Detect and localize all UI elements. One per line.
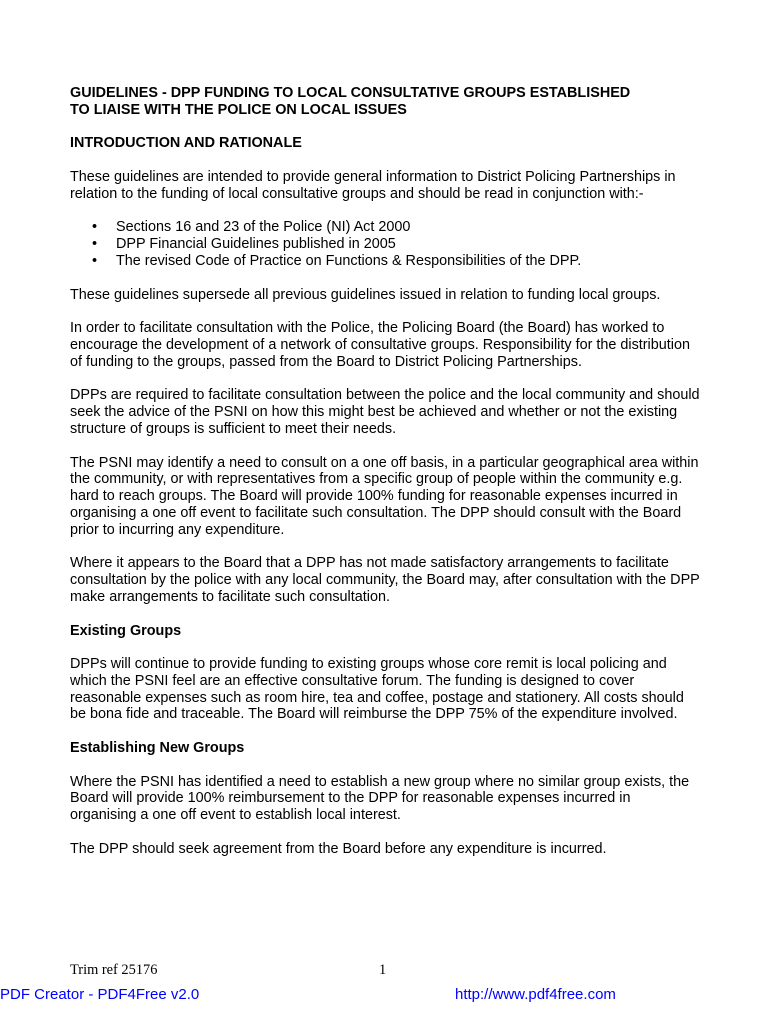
facilitate-paragraph: In order to facilitate consultation with the Police, the Policing Board (the Board) has worked to encourage the development of a network of consultative groups. Responsibility for the distribution of funding to the groups, passed from the Board to District Policing Partnerships. xyxy=(70,320,690,370)
existing-groups-heading: Existing Groups xyxy=(70,622,182,639)
document-title-line-1: GUIDELINES - DPP FUNDING TO LOCAL CONSULTATIVE GROUPS ESTABLISHED xyxy=(70,85,631,101)
agreement-paragraph: The DPP should seek agreement from the Board before any expenditure is incurred. xyxy=(70,840,607,857)
document-title-line-2: TO LIAISE WITH THE POLICE ON LOCAL ISSUES xyxy=(70,101,407,118)
list-item xyxy=(70,219,700,236)
footer-page-number: 1 xyxy=(379,962,387,978)
bullet-icon: • xyxy=(92,236,98,253)
bullet-icon: • xyxy=(92,219,98,236)
psni-identify-paragraph: The PSNI may identify a need to consult on a one off basis, in a particular geographical area within the community, or with representatives from a specific group of people within the community e.g. hard to reach groups. The Board will provide 100% funding for reasonable expenses incurred in organising a one off event to facilitate such consultation. The DPP should consult with the Board prior to incurring any expenditure. xyxy=(70,454,699,538)
where-appears-paragraph: Where it appears to the Board that a DPP has not made satisfactory arrangements to facilitate consultation by the police with any local community, the Board may, after consultation with the DPP make arrangements to facilitate such consultation. xyxy=(70,555,700,605)
intro-heading: INTRODUCTION AND RATIONALE xyxy=(70,135,302,152)
list-item-text: DPP Financial Guidelines published in 2005 xyxy=(116,236,396,253)
footer-trim-ref: Trim ref 25176 xyxy=(70,962,158,978)
list-item-text: The revised Code of Practice on Functions & Responsibilities of the DPP. xyxy=(116,252,582,269)
pdf-creator-watermark: PDF Creator - PDF4Free v2.0 xyxy=(0,986,200,1003)
dpps-required-paragraph: DPPs are required to facilitate consultation between the police and the local community and should seek the advice of the PSNI on how this might best be achieved and whether or not the existing structure of groups is sufficient to meet their needs. xyxy=(70,387,700,437)
list-item-text: Sections 16 and 23 of the Police (NI) Act 2000 xyxy=(116,219,411,236)
existing-groups-paragraph: DPPs will continue to provide funding to existing groups whose core remit is local policing and which the PSNI feel are an effective consultative forum. The funding is designed to cover reasonable expenses such as room hire, tea and coffee, postage and stationery. All costs should be bona fide and traceable. The Board will reimburse the DPP 75% of the expenditure involved. xyxy=(70,656,684,723)
list-item xyxy=(70,236,700,253)
new-groups-paragraph: Where the PSNI has identified a need to establish a new group where no similar group exists, the Board will provide 100% reimbursement to the DPP for reasonable expenses incurred in organising a one off event to establish local interest. xyxy=(70,773,690,824)
document-body xyxy=(70,85,700,858)
bullet-icon: • xyxy=(92,252,98,269)
list-item xyxy=(70,253,700,270)
new-groups-heading: Establishing New Groups xyxy=(70,740,245,757)
pdf4free-url-link[interactable]: http://www.pdf4free.com xyxy=(455,986,616,1003)
intro-paragraph: These guidelines are intended to provide general information to District Policing Partnerships in relation to the funding of local consultative groups and should be read in conjunction with:- xyxy=(70,168,676,202)
supersede-paragraph: These guidelines supersede all previous guidelines issued in relation to funding local groups. xyxy=(70,286,661,303)
reference-list xyxy=(70,219,700,269)
